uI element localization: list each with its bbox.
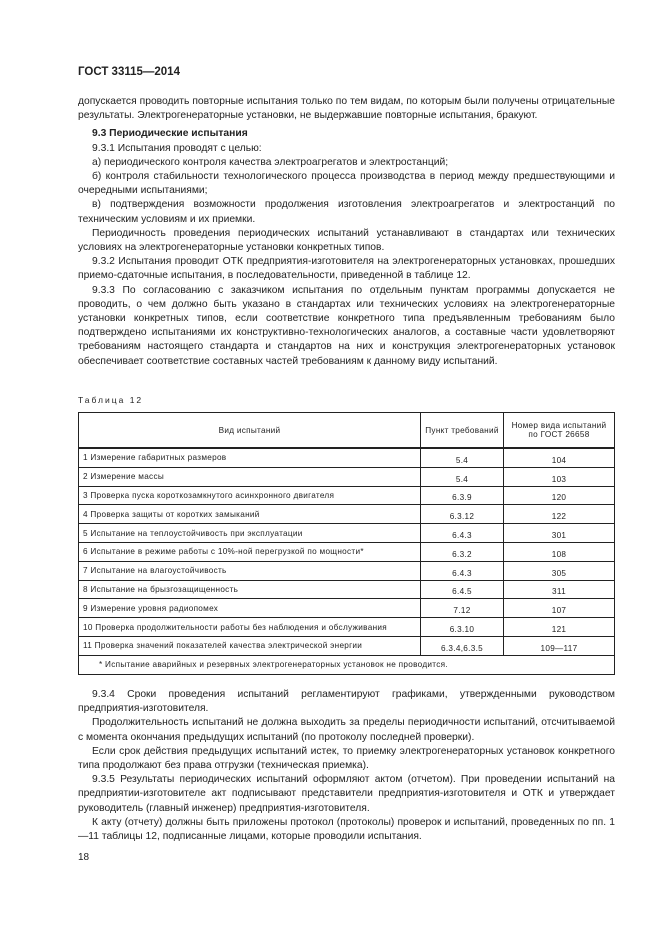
column-header: Вид испытаний <box>79 413 421 449</box>
requirement-clause-cell: 6.3.12 <box>421 505 504 524</box>
table-footnote: * Испытание аварийных и резервных электрогенераторных установок не проводится. <box>79 655 615 674</box>
table-row <box>79 524 615 543</box>
paragraph: 9.3.2 Испытания проводит ОТК предприятия-изготовителя на электрогенераторных установках, прошедших приемо-сдаточные испытания, в последовательности, приведенной в таблице 12. <box>78 256 615 282</box>
table-row <box>79 561 615 580</box>
paragraph: 9.3.5 Результаты периодических испытаний оформляют актом (отчетом). При проведении испытаний на предприятии-изготовителе акт подписывают представители предприятия-изготовителя и ОТК и утверждает руководитель (главный инженер) предприятия-изготовителя. <box>78 774 615 814</box>
top-text <box>78 95 615 369</box>
paragraph: допускается проводить повторные испытания только по тем видам, по которым были получены отрицательные результаты. Электрогенераторные установки, не выдержавшие повторные испытания, бракуют. <box>78 96 615 122</box>
test-name-cell: 8 Испытание на брызгозащищенность <box>79 580 421 599</box>
requirement-clause-cell: 7.12 <box>421 599 504 618</box>
test-number-cell: 103 <box>504 467 615 486</box>
paragraph: 9.3.3 По согласованию с заказчиком испытания по отдельным пунктам программы допускается не проводить, о чем должно быть указано в стандартах или технических условиях на электрогенераторные установки конкретных типов, если соответствие конкретного типа предъявленным требованиям было подтверждено испытаниями их конструктивно-технологических аналогов, а составные части удовлетворяют требованиям настоящего стандарта и стандартов на них и конструкция электрогенераторных установок обеспечивает соответствие составных частей требованиям к данному виду испытаний. <box>78 284 615 367</box>
test-name-cell: 6 Испытание в режиме работы с 10%-ной перегрузкой по мощности* <box>79 542 421 561</box>
requirement-clause-cell: 6.3.4,6.3.5 <box>421 636 504 655</box>
table-row <box>79 467 615 486</box>
requirement-clause-cell: 6.4.5 <box>421 580 504 599</box>
test-name-cell: 2 Измерение массы <box>79 467 421 486</box>
table-row <box>79 636 615 655</box>
test-name-cell: 10 Проверка продолжительности работы без наблюдения и обслуживания <box>79 618 421 637</box>
table-row <box>79 448 615 467</box>
requirement-clause-cell: 5.4 <box>421 467 504 486</box>
list-item: а) периодического контроля качества электроагрегатов и электростанций; <box>92 156 449 168</box>
table-row <box>79 486 615 505</box>
requirement-clause-cell: 6.3.2 <box>421 542 504 561</box>
paragraph: 9.3.1 Испытания проводят с целью: <box>92 142 262 154</box>
list-item: в) подтверждения возможности продолжения изготовления электроагрегатов и электростанций по техническим условиям и их приемки. <box>78 199 615 225</box>
test-name-cell: 5 Испытание на теплоустойчивость при эксплуатации <box>79 524 421 543</box>
test-number-cell: 108 <box>504 542 615 561</box>
table-row <box>79 618 615 637</box>
test-name-cell: 4 Проверка защиты от коротких замыканий <box>79 505 421 524</box>
test-number-cell: 311 <box>504 580 615 599</box>
test-name-cell: 3 Проверка пуска короткозамкнутого асинхронного двигателя <box>79 486 421 505</box>
requirement-clause-cell: 6.3.10 <box>421 618 504 637</box>
list-item: б) контроля стабильности технологического процесса производства в период между предшествующими и очередными испытаниями; <box>78 171 615 197</box>
table-row <box>79 580 615 599</box>
table-footnote-row <box>79 655 615 674</box>
test-number-cell: 109—117 <box>504 636 615 655</box>
table-row <box>79 542 615 561</box>
test-name-cell: 11 Проверка значений показателей качества электрической энергии <box>79 636 421 655</box>
paragraph: К акту (отчету) должны быть приложены протокол (протоколы) проверок и испытаний, проведенных по пп. 1—11 таблицы 12, подписанные лицами, которые проводили испытания. <box>78 816 615 843</box>
column-header: Пункт требований <box>421 413 504 449</box>
requirement-clause-cell: 6.4.3 <box>421 561 504 580</box>
test-name-cell: 7 Испытание на влагоустойчивость <box>79 561 421 580</box>
table-row <box>79 599 615 618</box>
test-number-cell: 122 <box>504 505 615 524</box>
section-heading: 9.3 Периодические испытания <box>92 128 248 140</box>
document-header: ГОСТ 33115—2014 <box>78 66 180 78</box>
table-caption: Таблица 12 <box>78 395 144 405</box>
table-header-row <box>79 413 615 449</box>
requirement-clause-cell: 6.4.3 <box>421 524 504 543</box>
paragraph: 9.3.4 Сроки проведения испытаний регламентируют графиками, утвержденными руководством предприятия-изготовителя. <box>78 689 615 715</box>
requirement-clause-cell: 5.4 <box>421 448 504 467</box>
test-number-cell: 305 <box>504 561 615 580</box>
test-number-cell: 107 <box>504 599 615 618</box>
column-header: Номер вида испытаний по ГОСТ 26658 <box>504 413 615 449</box>
test-name-cell: 9 Измерение уровня радиопомех <box>79 599 421 618</box>
test-number-cell: 104 <box>504 448 615 467</box>
bottom-text <box>78 688 615 844</box>
paragraph: Продолжительность испытаний не должна выходить за пределы периодичности испытаний, отсчитываемой с момента окончания предыдущих испытаний (по протоколу последней проверки). <box>78 717 615 743</box>
tests-table <box>78 412 615 675</box>
table-row <box>79 505 615 524</box>
test-number-cell: 120 <box>504 486 615 505</box>
page-number: 18 <box>78 852 90 863</box>
test-number-cell: 121 <box>504 618 615 637</box>
paragraph: Периодичность проведения периодических испытаний устанавливают в стандартах или технических условиях на электрогенераторные установки конкретных типов. <box>78 227 615 254</box>
requirement-clause-cell: 6.3.9 <box>421 486 504 505</box>
paragraph: Если срок действия предыдущих испытаний истек, то приемку электрогенераторных установок конкретного типа продолжают без права отгрузки (техническая приемка). <box>78 745 615 772</box>
test-name-cell: 1 Измерение габаритных размеров <box>79 448 421 467</box>
test-number-cell: 301 <box>504 524 615 543</box>
